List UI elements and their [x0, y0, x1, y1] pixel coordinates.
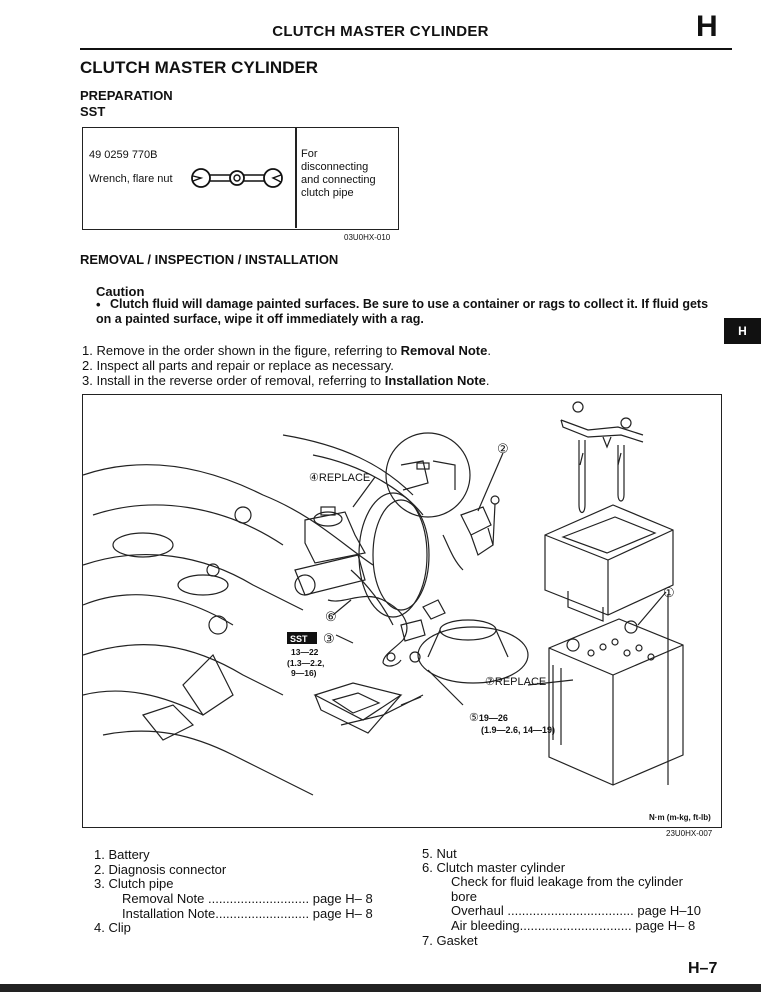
- step-1-ref: Removal Note: [400, 343, 488, 358]
- callout-5-label: ⑤19—26: [469, 712, 508, 724]
- sst-badge: SST: [290, 634, 308, 644]
- callout-3-torque-b: (1.3—2.2,: [287, 658, 325, 668]
- legend-item-2: 2. Diagnosis connector: [94, 862, 227, 877]
- legend-item-6: 6. Clutch master cylinder: [422, 860, 566, 875]
- sst-table: [82, 127, 399, 230]
- step-2-text: 2. Inspect all parts and repair or replace as necessary.: [82, 358, 394, 373]
- sst-table-divider: [295, 128, 297, 228]
- callout-1-label: ①: [663, 585, 675, 600]
- header-title: CLUTCH MASTER CYLINDER: [272, 23, 489, 40]
- step-3-end: .: [485, 373, 490, 388]
- torque-unit-label: N·m (m-kg, ft-lb): [649, 813, 711, 822]
- header-section-letter: H: [696, 10, 718, 43]
- legend-item-6-note: Check for fluid leakage from the cylinder: [451, 874, 683, 889]
- step-3-ref: Installation Note: [384, 373, 486, 388]
- procedure-heading: REMOVAL / INSPECTION / INSTALLATION: [80, 252, 339, 267]
- footer-bar: [0, 984, 761, 992]
- caution-text-content: Clutch fluid will damage painted surfaces. Be sure to use a container or rags to collect it. If fluid gets on a painted surface, wipe it off immediately with a rag.: [96, 297, 709, 326]
- callout-4-label: ④REPLACE: [309, 472, 371, 484]
- header-rule: [80, 48, 732, 50]
- legend-item-6-note-cont: bore: [451, 889, 478, 904]
- callout-3-torque-a: 13—22: [291, 647, 319, 657]
- section-side-tab: H: [724, 318, 761, 344]
- callout-3-torque-c: 9—16): [291, 668, 317, 678]
- legend-item-3: 3. Clutch pipe: [94, 876, 174, 891]
- sst-tool-name: Wrench, flare nut: [89, 173, 173, 185]
- legend-item-6-air-bleeding: Air bleeding............................... page H– 8: [451, 918, 696, 933]
- caution-text: [96, 297, 724, 327]
- legend-item-4: 4. Clip: [94, 920, 131, 935]
- figure-code: 23U0HX-007: [666, 829, 713, 838]
- step-3: [82, 373, 490, 388]
- legend-item-7: 7. Gasket: [422, 933, 478, 948]
- step-2: [82, 358, 394, 373]
- step-1-text: 1. Remove in the order shown in the figure, referring to: [82, 343, 401, 358]
- exploded-view-figure: [82, 394, 722, 828]
- caution-bullet: •: [96, 297, 101, 312]
- preparation-label: PREPARATION: [80, 88, 173, 103]
- callout-6-label: ⑥: [325, 609, 337, 624]
- legend-item-1: 1. Battery: [94, 847, 150, 862]
- engine-bay-illustration: [83, 395, 720, 826]
- step-3-text: 3. Install in the reverse order of removal, referring to: [82, 373, 385, 388]
- legend-item-6-overhaul: Overhaul ................................... page H–10: [451, 903, 701, 918]
- callout-7-label: ⑦REPLACE: [485, 676, 547, 688]
- sst-part-number: 49 0259 770B: [89, 149, 158, 161]
- sst-label: SST: [80, 104, 106, 119]
- sst-purpose: For disconnecting and connecting clutch pipe: [301, 148, 376, 199]
- legend-item-3-removal-note: Removal Note ............................ page H– 8: [122, 891, 373, 906]
- section-title: CLUTCH MASTER CYLINDER: [80, 58, 318, 77]
- callout-5-torque: (1.9—2.6, 14—19): [481, 725, 556, 735]
- caution-title: Caution: [96, 284, 145, 299]
- legend-item-5: 5. Nut: [422, 846, 457, 861]
- preparation-heading: [80, 88, 173, 120]
- callout-3-label: ③: [323, 631, 335, 646]
- step-1: [82, 343, 491, 358]
- page-number: H–7: [688, 960, 718, 977]
- sst-figure-code: 03U0HX-010: [344, 233, 391, 242]
- flare-nut-wrench-icon: [189, 166, 285, 190]
- legend-item-3-installation-note: Installation Note.......................... page H– 8: [122, 906, 373, 921]
- callout-2-label: ②: [497, 441, 509, 456]
- step-1-end: .: [487, 343, 491, 358]
